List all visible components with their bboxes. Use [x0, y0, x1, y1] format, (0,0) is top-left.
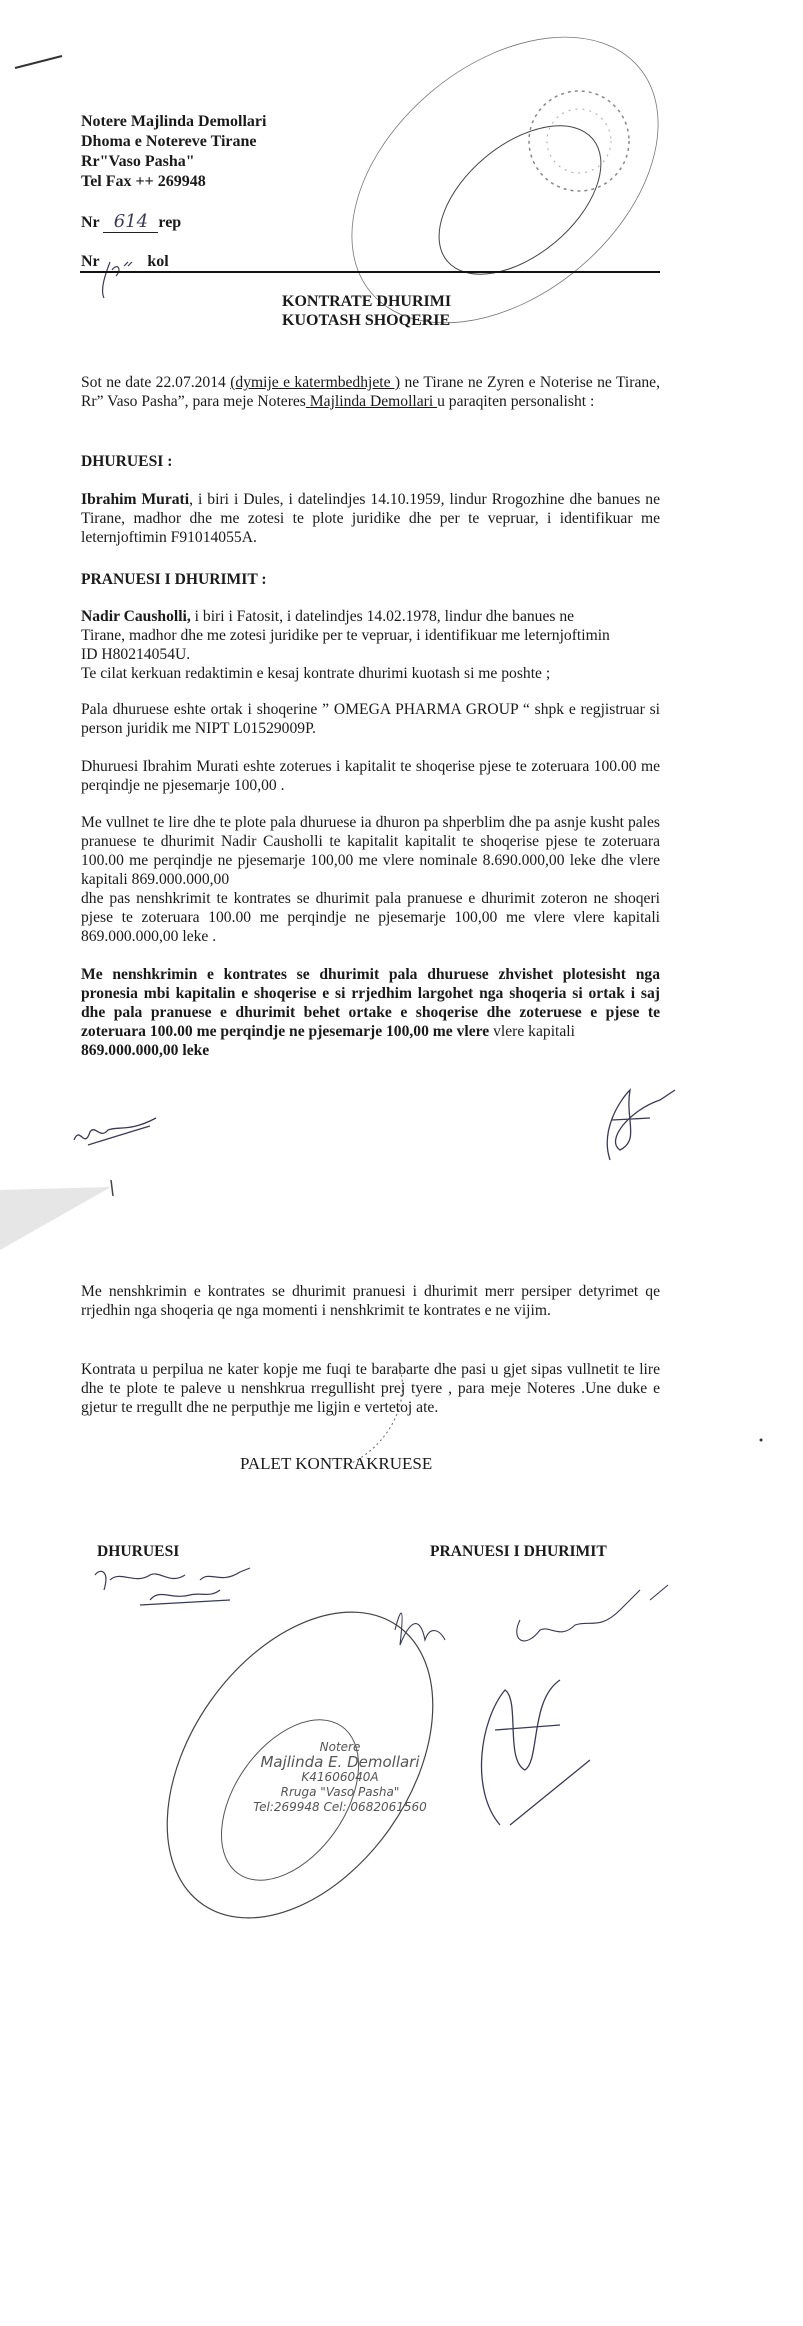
divestment-clause: Me nenshkrimin e kontrates se dhurimit pala dhuruese zhvishet plotesisht nga pronesia mbi kapitalin e shoqerise e si rrjedhim largohet nga shoqeria si ortak i saj dhe pala pranuese e dhurimit behet ortake e shoqerise dhe zoteruese e pjese te zoteruara 100.00 me perqindje ne pjesemarje 100,00 me vlere vlere kapitali 869.000.000,00 leke: [81, 966, 660, 1059]
parties-heading: PALET KONTRAKRUESE: [240, 1454, 433, 1473]
scan-fold-shadow: [0, 1187, 111, 1250]
intro-paragraph: Sot ne date 22.07.2014 (dymije e katermbedhjete ) ne Tirane ne Zyren e Noterise ne Tirane, Rr” Vaso Pasha”, para meje Noteres Majlinda Demollari u paraqiten personalisht :: [81, 374, 660, 410]
notary-phone: Tel Fax ++ 269948: [81, 173, 206, 190]
notary-name: Notere Majlinda Demollari: [81, 113, 267, 130]
recipient-heading: PRANUESI I DHURIMIT :: [81, 571, 267, 588]
nr-rep-number: 614: [103, 212, 158, 233]
notary-stamp: Notere Majlinda E. Demollari K41606040A Rruga "Vaso Pasha" Tel:269948 Cel: 0682061560: [253, 1740, 427, 1814]
recipient-signature: [395, 1585, 668, 1645]
notary-chamber: Dhoma e Notereve Tirane: [81, 133, 257, 150]
donor-signature: [95, 1568, 250, 1605]
recipient-paragraph: Nadir Causholli, i biri i Fatosit, i datelindjes 14.02.1978, lindur dhe banues ne Tirane, madhor dhe me zotesi juridike per te vepruar, i identifikuar me leternjoftimin ID H80214054U. Te cilat kerkuan redaktimin e kesaj kontrate dhurimi kuotash si me poshte ;: [81, 608, 610, 682]
donor-paragraph: Ibrahim Murati, i biri i Dules, i datelindjes 14.10.1959, lindur Rrogozhine dhe banues ne Tirane, madhor dhe me zotesi te plote juridike dhe per te vepruar, i identifikuar me leternjoftimin F91014055A.: [81, 491, 660, 546]
recipient-initials-page1: [607, 1090, 675, 1160]
obligations-clause: Me nenshkrimin e kontrates se dhurimit pranuesi i dhurimit merr persiper detyrimet qe rrjedhin nga shoqeria qe nga momenti i nenshkrimit te kontrates e ne vijim.: [81, 1283, 660, 1319]
nr-kol-line: Nr kol: [81, 253, 169, 270]
donation-clause: Me vullnet te lire dhe te plote pala dhuruese ia dhuron pa shperblim dhe pa asnje kusht pales pranuese te dhurimit Nadir Causholli te kapitalit kapitalit te shoqerise pjese te zoteruara 100.00 me perqindje ne pjesemarje 100,00 me vlere nominale 8.690.000,00 leke dhe vlere kapitali 869.000.000,00: [81, 814, 660, 888]
donor-heading: DHURUESI :: [81, 453, 173, 470]
after-signing-clause: dhe pas nenshkrimit te kontrates se dhurimit pala pranuese e dhurimit zoteron ne shoqeri pjese te zoteruara 100.00 me perqindje ne pjesemarje 100,00 me vlere vlere kapitali 869.000.000,00 leke .: [81, 890, 660, 945]
notary-header: [81, 112, 266, 192]
notary-signature: [481, 1680, 590, 1825]
recipient-signature-label: PRANUESI I DHURIMIT: [430, 1543, 607, 1560]
document-title: KONTRATE DHURIMI KUOTASH SHOQERIE: [282, 293, 452, 329]
closing-clause: Kontrata u perpilua ne kater kopje me fuqi te barabarte dhe pasi u gjet sipas vullnetit te lire dhe te plote te paleve u nenshkrua rregullisht prej tyere , para meje Noteres .Une duke e gjetur te rregullt dhe ne perputhje me ligjin e vertetoj ate.: [81, 1361, 660, 1416]
ownership-clause: Dhuruesi Ibrahim Murati eshte zoterues i kapitalit te shoqerise pjese te zoteruara 100.00 me perqindje ne pjesemarje 100,00 .: [81, 758, 660, 794]
nr-rep-line: Nr 614 rep: [81, 211, 182, 232]
donor-signature-label: DHURUESI: [97, 1543, 180, 1560]
donor-initials-page1: [74, 1118, 156, 1145]
company-clause: Pala dhuruese eshte ortak i shoqerine ” OMEGA PHARMA GROUP “ shpk e regjistruar si person juridik me NIPT L01529009P.: [81, 701, 660, 737]
notary-street: Rr"Vaso Pasha": [81, 153, 195, 170]
round-seal: [529, 91, 629, 191]
pen-mark: [15, 56, 62, 68]
